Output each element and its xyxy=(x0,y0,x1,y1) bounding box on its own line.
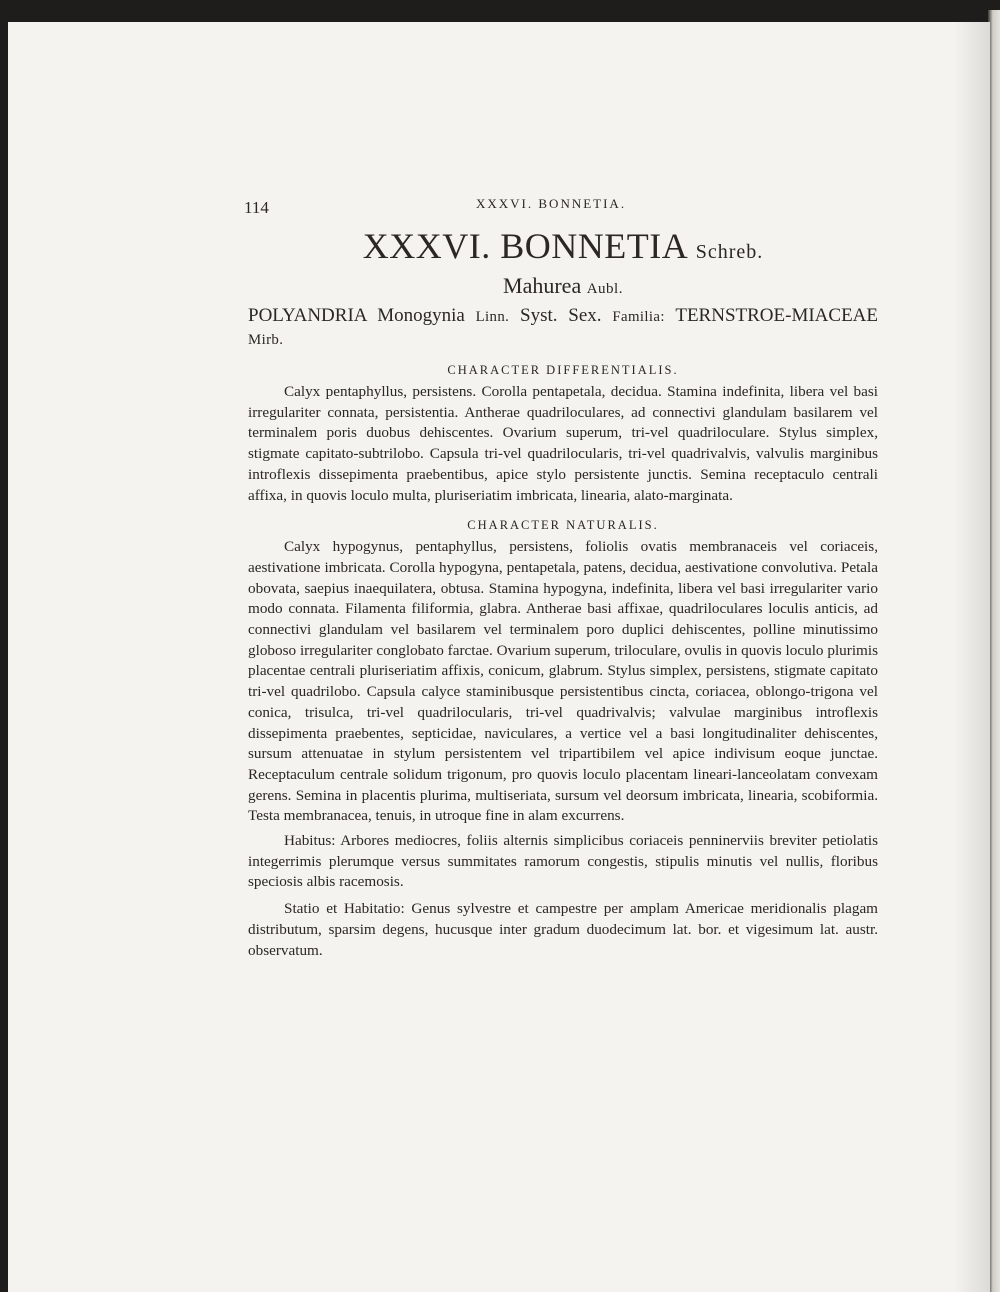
familia-label: Familia: xyxy=(612,309,665,325)
page-content xyxy=(244,192,878,961)
differentialis-paragraph: Calyx pentaphyllus, persistens. Corolla pentapetala, decidua. Stamina indefinita, libera vel basi irregulariter connata, persistentia. Antherae quadriloculares, ad connectivi glandulam basilarem vel terminalem poris duobus dehiscentes. Ovarium superum, tri-vel quadriloculare. Stylus simplex, stigmate capitato-subtrilobo. Capsula tri-vel quadrilocularis, tri-vel quadrivalvis, valvulis marginibus introflexis dissepimenta praebentibus, apice stylo persistente junctis. Semina receptaculo centrali affixa, in quovis loculo multa, pluriseriatim imbricata, linearia, alato-marginata. xyxy=(248,383,878,504)
genus-synonym xyxy=(248,272,878,303)
systema-reference: Syst. Sex. xyxy=(520,305,602,326)
running-head-title: XXXVI. BONNETIA. xyxy=(476,196,627,211)
genus-name: XXXVI. BONNETIA xyxy=(362,226,687,266)
differentialis-heading: CHARACTER DIFFERENTIALIS. xyxy=(447,363,679,377)
family-name: TERNSTROE-MIACEAE xyxy=(675,305,878,326)
running-header xyxy=(244,192,878,217)
page-number: 114 xyxy=(244,198,269,217)
naturalis-heading: CHARACTER NATURALIS. xyxy=(467,518,659,533)
linnaean-class: POLYANDRIA xyxy=(248,305,367,326)
habitus-paragraph: Habitus: Arbores mediocres, foliis alternis simplicibus coriaceis penninerviis breviter petiolatis integerrimis plerumque versus summitates ramorum congestis, stipulis minutis vel nullis, floribus speciosis albis racemosis. xyxy=(248,832,878,891)
synonym-author: Aubl. xyxy=(586,281,623,297)
naturalis-paragraph: Calyx hypogynus, pentaphyllus, persistens, foliolis ovatis membranaceis vel coriaceis, aestivatione imbricata. Corolla hypogyna, pentapetala, patens, decidua, aestivatione convolutiva. Petala obovata, saepius inaequilatera, obtusa. Stamina hypogyna, indefinita, libera vel basi irregulariter vario modo connata. Filamenta filiformia, glabra. Antherae basi affixae, quadriloculares loculis anticis, ad connectivi glandulam vel basilarem vel terminalem poro duplici dehiscentes, polline minutissimo globoso irregulariter conglobato farctae. Ovarium superum, triloculare, ovulis in quovis loculo plurimis placentae centrali pluriseriatim affixis, conicum, glabrum. Stylus simplex, persistens, stigmate capitato tri-vel quadrilobo. Capsula calyce staminibusque persistentibus cincta, coriacea, oblongo-trigona vel conica, trisulca, tri-vel quadrilocularis, tri-vel quadrivalvis; valvulae marginibus introflexis dissepimenta praebentes, septicidae, naviculares, a vertice vel a basi longitudinaliter dehiscentes, sursum attenuatae in stylum persistentem vel tripartibilem vel apice indivisum eoque junctae. Receptaculum centrale solidum trigonum, pro quovis loculo placentam lineari-lanceolatam convexam gerens. Semina in placentis plurima, multiseriata, sursum vel deorsum imbricata, linearia, scobiformia. Testa membranacea, tenuis, in utroque fine in alam excurrens. xyxy=(248,538,878,825)
linnaean-order: Monogynia xyxy=(377,305,465,326)
statio-paragraph: Statio et Habitatio: Genus sylvestre et campestre per amplam Americae meridionalis plagam distributum, sparsim degens, hucusque inter gradum duodecimum lat. bor. et vigesimum lat. austr. observatum. xyxy=(248,900,878,959)
classification-line xyxy=(248,305,878,351)
synonym-name: Mahurea xyxy=(503,273,582,298)
genus-author: Schreb. xyxy=(695,241,764,263)
page-gutter-shadow xyxy=(954,22,990,1292)
family-author: Mirb. xyxy=(248,332,284,348)
genus-title xyxy=(248,226,878,272)
linnaeus-author: Linn. xyxy=(475,309,510,325)
